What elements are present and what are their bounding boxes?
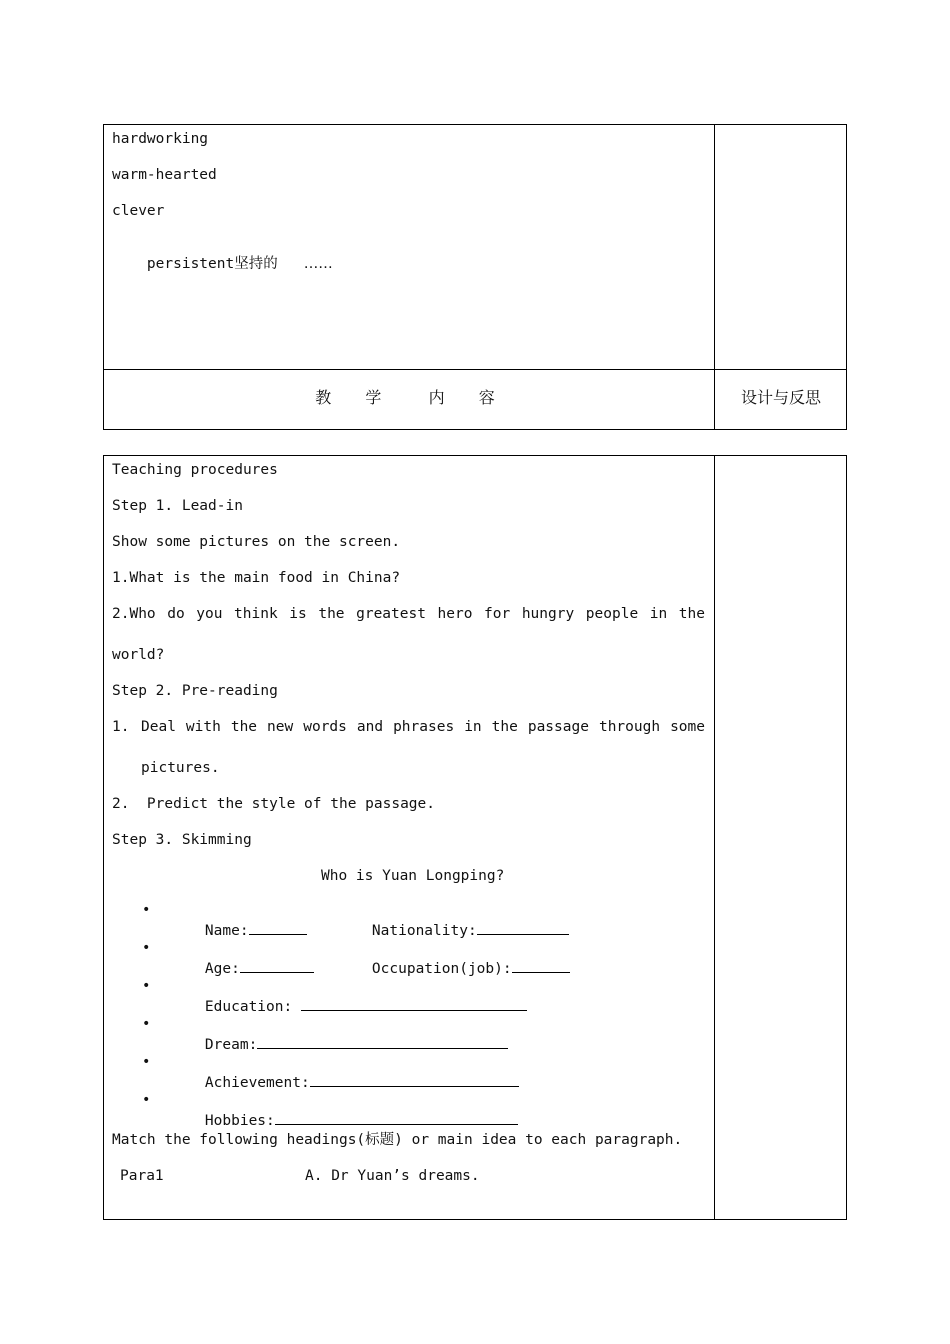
ellipsis: …… — [303, 256, 333, 272]
match-instruction: Match the following headings(标题) or main idea to each paragraph. — [112, 1132, 683, 1148]
pre-reading-1-line1: Deal with the new words and phrases in the passage through some — [141, 719, 705, 735]
adjective-clever: clever — [112, 203, 165, 219]
step1-heading: Step 1. Lead-in — [112, 498, 243, 514]
field-hobbies-label: Hobbies: — [204, 1113, 275, 1129]
adjective-warm-hearted: warm-hearted — [112, 167, 217, 183]
name-blank[interactable] — [249, 920, 307, 935]
pre-reading-1-number: 1. — [112, 719, 130, 735]
bullet-icon: • — [142, 1092, 151, 1108]
dream-blank[interactable] — [257, 1034, 508, 1049]
field-dream-label: Dream: — [204, 1037, 258, 1053]
age-blank[interactable] — [240, 958, 314, 973]
show-pictures-text: Show some pictures on the screen. — [112, 534, 401, 550]
hobbies-blank[interactable] — [275, 1110, 518, 1125]
question-2-line2: world? — [112, 647, 165, 663]
para1-label: Para1 — [120, 1168, 164, 1184]
table-header-row — [104, 369, 846, 431]
education-blank[interactable] — [301, 996, 527, 1011]
field-age-label: Age: — [204, 961, 240, 977]
bullet-icon: • — [142, 978, 151, 994]
persistent-chinese: 坚持的 — [234, 256, 278, 272]
pre-reading-1-line2: pictures. — [141, 760, 220, 776]
occupation-blank[interactable] — [512, 958, 570, 973]
field-education-label: Education: — [204, 999, 301, 1015]
skimming-title: Who is Yuan Longping? — [321, 868, 505, 884]
adjective-hardworking: hardworking — [112, 131, 209, 147]
field-occupation-label: Occupation(job): — [371, 961, 512, 977]
step3-heading: Step 3. Skimming — [112, 832, 252, 848]
question-2-line1: 2.Who do you think is the greatest hero for hungry people in the — [112, 606, 705, 622]
nationality-blank[interactable] — [477, 920, 569, 935]
bullet-icon: • — [142, 940, 151, 956]
question-1: 1.What is the main food in China? — [112, 570, 401, 586]
step2-heading: Step 2. Pre-reading — [112, 683, 278, 699]
achievement-blank[interactable] — [310, 1072, 519, 1087]
procedures-table-right-column — [714, 456, 715, 1219]
procedures-table — [103, 455, 847, 1220]
adjective-persistent — [112, 237, 333, 291]
bullet-icon: • — [142, 1016, 151, 1032]
option-a: A. Dr Yuan’s dreams. — [305, 1168, 480, 1184]
field-name-label: Name: — [204, 923, 249, 939]
design-reflection-header: 设计与反思 — [740, 388, 821, 407]
bullet-icon: • — [142, 1054, 151, 1070]
bullet-icon: • — [142, 902, 151, 918]
pre-reading-2: 2. Predict the style of the passage. — [112, 796, 436, 812]
field-achievement-label: Achievement: — [204, 1075, 310, 1091]
teaching-procedures-title: Teaching procedures — [112, 462, 278, 478]
persistent-word: persistent — [146, 256, 235, 272]
field-nationality-label: Nationality: — [371, 923, 477, 939]
top-table — [103, 124, 847, 430]
teaching-content-header: 教 学 内 容 — [315, 388, 503, 407]
